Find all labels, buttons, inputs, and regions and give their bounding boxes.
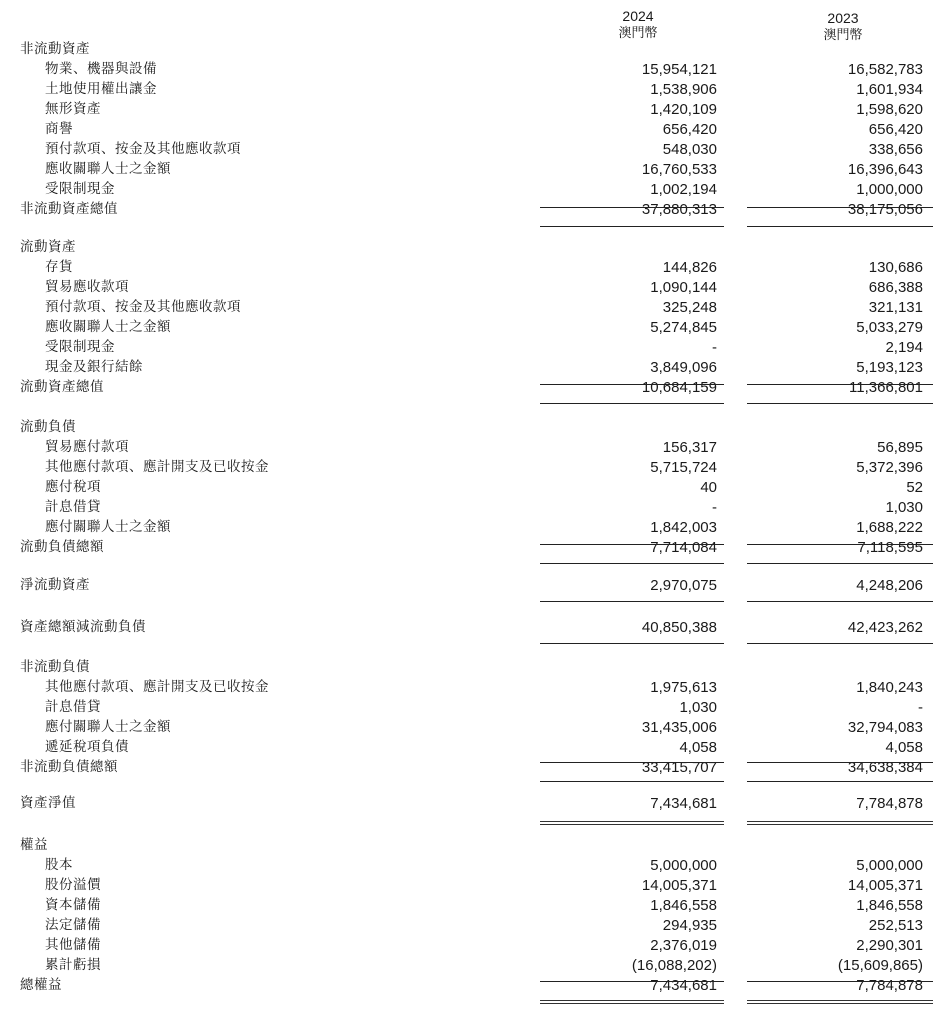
value-2023: - bbox=[918, 699, 923, 716]
value-2024: 144,826 bbox=[662, 259, 717, 276]
section-row bbox=[0, 576, 951, 596]
row-label: 其他應付款項、應計開支及已收按金 bbox=[45, 459, 269, 475]
line-item-row bbox=[0, 718, 951, 738]
row-label: 存貨 bbox=[45, 259, 73, 275]
value-2023: 4,058 bbox=[885, 739, 923, 756]
row-label: 股本 bbox=[45, 857, 73, 873]
row-label: 權益 bbox=[20, 837, 48, 853]
line-item-row bbox=[0, 678, 951, 698]
line-item-row bbox=[0, 80, 951, 100]
line-item-row bbox=[0, 278, 951, 298]
row-label: 無形資產 bbox=[45, 101, 101, 117]
section-row bbox=[0, 378, 951, 398]
value-2023: 1,030 bbox=[885, 499, 923, 516]
value-2024: 7,434,681 bbox=[650, 977, 717, 994]
line-item-row bbox=[0, 338, 951, 358]
value-2023: 42,423,262 bbox=[847, 619, 923, 636]
section-row bbox=[0, 794, 951, 814]
value-2024: 16,760,533 bbox=[641, 161, 717, 178]
value-2024: 5,274,845 bbox=[650, 319, 717, 336]
value-2023: 686,388 bbox=[868, 279, 923, 296]
row-label: 資產總額減流動負債 bbox=[20, 619, 146, 635]
row-label: 土地使用權出讓金 bbox=[45, 81, 157, 97]
row-label: 其他儲備 bbox=[45, 937, 101, 953]
section-row bbox=[0, 238, 951, 258]
row-label: 物業、機器與設備 bbox=[45, 61, 157, 77]
double-underline bbox=[747, 821, 933, 825]
row-label: 其他應付款項、應計開支及已收按金 bbox=[45, 679, 269, 695]
value-2023: 338,656 bbox=[868, 141, 923, 158]
row-label: 法定儲備 bbox=[45, 917, 101, 933]
value-2024: 1,842,003 bbox=[650, 519, 717, 536]
underline bbox=[540, 601, 724, 602]
value-2024: 294,935 bbox=[662, 917, 717, 934]
value-2024: 1,002,194 bbox=[650, 181, 717, 198]
value-2023: 38,175,056 bbox=[847, 201, 923, 218]
value-2023: 5,372,396 bbox=[856, 459, 923, 476]
value-2023: (15,609,865) bbox=[837, 957, 923, 974]
line-item-row bbox=[0, 458, 951, 478]
section-row bbox=[0, 40, 951, 60]
value-2024: 1,538,906 bbox=[650, 81, 717, 98]
underline bbox=[540, 643, 724, 644]
value-2024: 1,975,613 bbox=[650, 679, 717, 696]
row-label: 非流動資產 bbox=[20, 41, 90, 57]
row-label: 受限制現金 bbox=[45, 181, 115, 197]
line-item-row bbox=[0, 258, 951, 278]
value-2024: 1,420,109 bbox=[650, 101, 717, 118]
section-row bbox=[0, 618, 951, 638]
value-2023: 5,193,123 bbox=[856, 359, 923, 376]
value-2024: 4,058 bbox=[679, 739, 717, 756]
row-label: 計息借貸 bbox=[45, 699, 101, 715]
value-2024: 5,715,724 bbox=[650, 459, 717, 476]
value-2024: 325,248 bbox=[662, 299, 717, 316]
row-label: 累計虧損 bbox=[45, 957, 101, 973]
value-2023: 32,794,083 bbox=[847, 719, 923, 736]
underline bbox=[540, 384, 724, 385]
value-2023: 1,688,222 bbox=[856, 519, 923, 536]
line-item-row bbox=[0, 896, 951, 916]
column-year-2024: 2024 bbox=[622, 8, 654, 24]
underline bbox=[540, 207, 724, 208]
section-row bbox=[0, 418, 951, 438]
value-2023: 130,686 bbox=[868, 259, 923, 276]
line-item-row bbox=[0, 956, 951, 976]
underline bbox=[540, 403, 724, 404]
value-2023: 4,248,206 bbox=[856, 577, 923, 594]
value-2024: 31,435,006 bbox=[641, 719, 717, 736]
underline bbox=[540, 781, 724, 782]
row-label: 貿易應付款項 bbox=[45, 439, 129, 455]
underline bbox=[747, 563, 933, 564]
underline bbox=[540, 544, 724, 545]
line-item-row bbox=[0, 120, 951, 140]
row-label: 應付關聯人士之金額 bbox=[45, 519, 171, 535]
line-item-row bbox=[0, 698, 951, 718]
value-2023: 321,131 bbox=[868, 299, 923, 316]
underline bbox=[540, 981, 724, 982]
value-2024: 2,970,075 bbox=[650, 577, 717, 594]
value-2023: 56,895 bbox=[877, 439, 923, 456]
line-item-row bbox=[0, 140, 951, 160]
line-item-row bbox=[0, 60, 951, 80]
value-2023: 1,846,558 bbox=[856, 897, 923, 914]
column-header-2023 bbox=[803, 10, 883, 44]
row-label: 非流動負債 bbox=[20, 659, 90, 675]
row-label: 受限制現金 bbox=[45, 339, 115, 355]
value-2023: 14,005,371 bbox=[847, 877, 923, 894]
value-2023: 7,118,595 bbox=[857, 539, 923, 556]
section-row bbox=[0, 658, 951, 678]
row-label: 計息借貸 bbox=[45, 499, 101, 515]
row-label: 商譽 bbox=[45, 121, 73, 137]
value-2023: 1,598,620 bbox=[856, 101, 923, 118]
value-2024: 1,090,144 bbox=[650, 279, 717, 296]
underline bbox=[747, 207, 933, 208]
value-2023: 11,366,801 bbox=[849, 379, 923, 396]
line-item-row bbox=[0, 738, 951, 758]
row-label: 應付關聯人士之金額 bbox=[45, 719, 171, 735]
section-row bbox=[0, 976, 951, 996]
underline bbox=[747, 384, 933, 385]
value-2023: 1,000,000 bbox=[856, 181, 923, 198]
section-row bbox=[0, 758, 951, 778]
row-label: 股份溢價 bbox=[45, 877, 101, 893]
row-label: 貿易應收款項 bbox=[45, 279, 129, 295]
line-item-row bbox=[0, 358, 951, 378]
row-label: 流動資產 bbox=[20, 239, 76, 255]
value-2024: 5,000,000 bbox=[650, 857, 717, 874]
double-underline bbox=[747, 1000, 933, 1004]
row-label: 總權益 bbox=[20, 977, 62, 993]
value-2023: 16,396,643 bbox=[847, 161, 923, 178]
row-label: 非流動負債總額 bbox=[20, 759, 118, 775]
row-label: 淨流動資產 bbox=[20, 577, 90, 593]
underline bbox=[540, 563, 724, 564]
line-item-row bbox=[0, 916, 951, 936]
column-currency-2023: 澳門幣 bbox=[823, 28, 863, 43]
line-item-row bbox=[0, 298, 951, 318]
line-item-row bbox=[0, 876, 951, 896]
value-2024: 33,415,707 bbox=[641, 759, 717, 776]
line-item-row bbox=[0, 518, 951, 538]
value-2023: 7,784,878 bbox=[856, 977, 923, 994]
section-row bbox=[0, 538, 951, 558]
line-item-row bbox=[0, 438, 951, 458]
row-label: 應收關聯人士之金額 bbox=[45, 161, 171, 177]
value-2023: 1,601,934 bbox=[856, 81, 923, 98]
row-label: 資產淨值 bbox=[20, 795, 76, 811]
value-2024: 2,376,019 bbox=[650, 937, 717, 954]
underline bbox=[747, 762, 933, 763]
value-2024: 40,850,388 bbox=[641, 619, 717, 636]
value-2024: 656,420 bbox=[662, 121, 717, 138]
underline bbox=[747, 403, 933, 404]
value-2023: 2,290,301 bbox=[856, 937, 923, 954]
underline bbox=[747, 601, 933, 602]
row-label: 遞延稅項負債 bbox=[45, 739, 129, 755]
line-item-row bbox=[0, 936, 951, 956]
value-2023: 5,033,279 bbox=[856, 319, 923, 336]
value-2024: 15,954,121 bbox=[641, 61, 717, 78]
value-2024: - bbox=[712, 339, 717, 356]
line-item-row bbox=[0, 856, 951, 876]
row-label: 資本儲備 bbox=[45, 897, 101, 913]
value-2024: (16,088,202) bbox=[631, 957, 717, 974]
section-row bbox=[0, 200, 951, 220]
value-2024: 156,317 bbox=[662, 439, 717, 456]
line-item-row bbox=[0, 318, 951, 338]
underline bbox=[747, 226, 933, 227]
row-label: 流動負債 bbox=[20, 419, 76, 435]
underline bbox=[540, 762, 724, 763]
value-2024: 1,030 bbox=[679, 699, 717, 716]
row-label: 非流動資產總值 bbox=[20, 201, 118, 217]
line-item-row bbox=[0, 478, 951, 498]
value-2023: 656,420 bbox=[868, 121, 923, 138]
value-2024: 14,005,371 bbox=[641, 877, 717, 894]
value-2023: 52 bbox=[906, 479, 923, 496]
underline bbox=[747, 981, 933, 982]
value-2023: 34,638,384 bbox=[847, 759, 923, 776]
row-label: 預付款項、按金及其他應收款項 bbox=[45, 141, 241, 157]
section-row bbox=[0, 836, 951, 856]
line-item-row bbox=[0, 100, 951, 120]
line-item-row bbox=[0, 160, 951, 180]
value-2024: - bbox=[712, 499, 717, 516]
underline bbox=[747, 544, 933, 545]
value-2023: 5,000,000 bbox=[856, 857, 923, 874]
double-underline bbox=[540, 1000, 724, 1004]
row-label: 現金及銀行結餘 bbox=[45, 359, 143, 375]
row-label: 流動資產總值 bbox=[20, 379, 104, 395]
value-2024: 548,030 bbox=[662, 141, 717, 158]
underline bbox=[747, 643, 933, 644]
line-item-row bbox=[0, 180, 951, 200]
underline bbox=[747, 781, 933, 782]
row-label: 流動負債總額 bbox=[20, 539, 104, 555]
column-currency-2024: 澳門幣 bbox=[618, 26, 658, 41]
column-year-2023: 2023 bbox=[827, 10, 859, 26]
value-2023: 252,513 bbox=[868, 917, 923, 934]
value-2024: 1,846,558 bbox=[650, 897, 717, 914]
value-2023: 16,582,783 bbox=[847, 61, 923, 78]
value-2024: 37,880,313 bbox=[641, 201, 717, 218]
double-underline bbox=[540, 821, 724, 825]
value-2024: 7,714,084 bbox=[650, 539, 717, 556]
row-label: 應收關聯人士之金額 bbox=[45, 319, 171, 335]
value-2024: 40 bbox=[700, 479, 717, 496]
line-item-row bbox=[0, 498, 951, 518]
underline bbox=[540, 226, 724, 227]
value-2024: 3,849,096 bbox=[650, 359, 717, 376]
column-header-2024 bbox=[598, 8, 678, 42]
value-2023: 1,840,243 bbox=[856, 679, 923, 696]
value-2024: 10,684,159 bbox=[641, 379, 717, 396]
value-2024: 7,434,681 bbox=[650, 795, 717, 812]
value-2023: 2,194 bbox=[885, 339, 923, 356]
row-label: 預付款項、按金及其他應收款項 bbox=[45, 299, 241, 315]
value-2023: 7,784,878 bbox=[856, 795, 923, 812]
row-label: 應付稅項 bbox=[45, 479, 101, 495]
